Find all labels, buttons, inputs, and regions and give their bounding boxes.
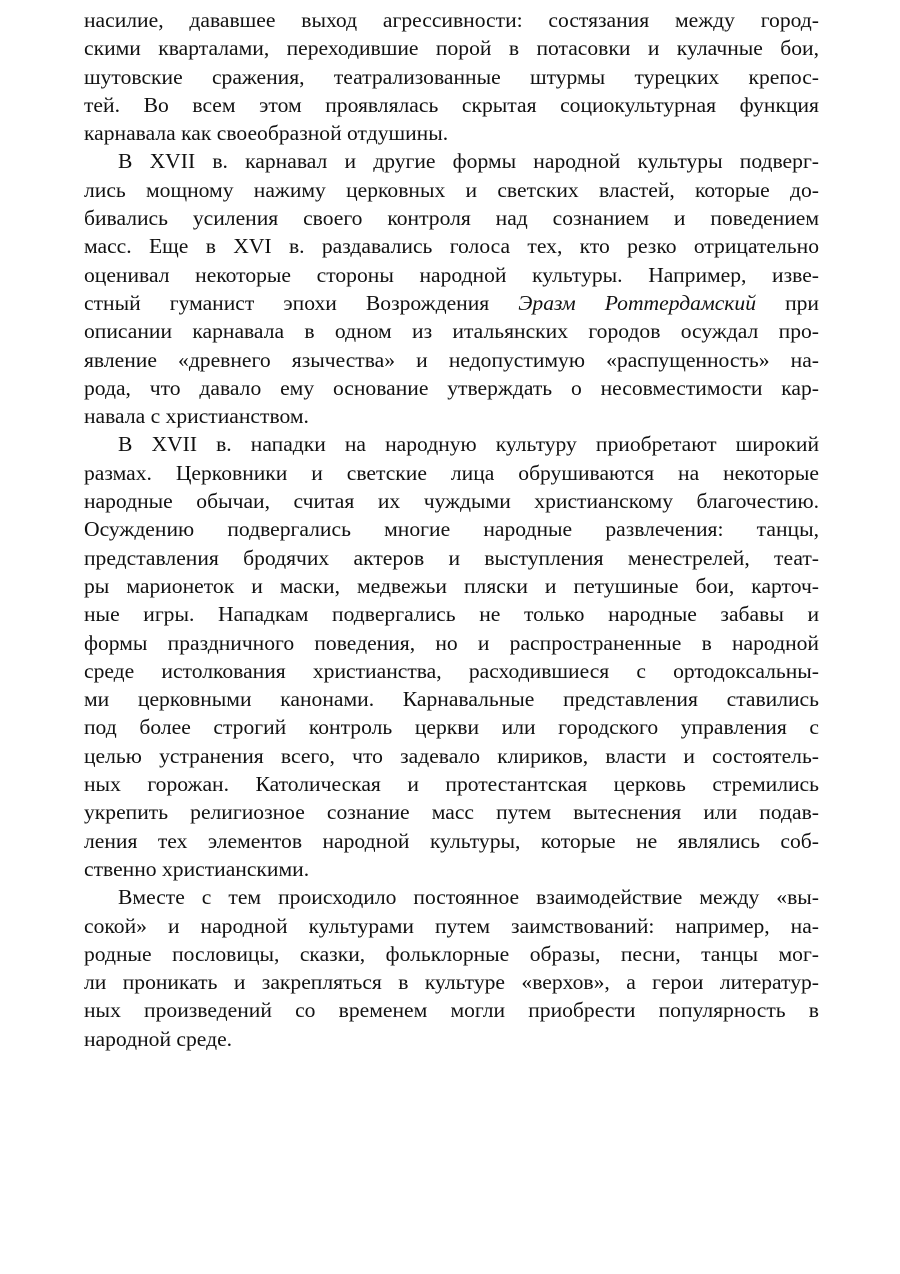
text-line: описании карнавала в одном из итальянских городов осуждал про-	[84, 319, 819, 344]
book-page	[84, 6, 819, 1053]
text-line: ми церковными канонами. Карнавальные представления ставились	[84, 687, 819, 712]
text-line: навала с христианством.	[84, 404, 309, 429]
text-line: ления тех элементов народной культуры, которые не являлись соб-	[84, 828, 819, 853]
text-line: В XVII в. нападки на народную культуру приобретают широкий	[118, 432, 819, 457]
text-segment: при	[756, 290, 819, 315]
text-line: ных произведений со временем могли приобрести популярность в	[84, 998, 819, 1023]
text-line: шутовские сражения, театрализованные штурмы турецких крепос-	[84, 64, 819, 89]
paragraph	[84, 6, 819, 147]
text-line: родные пословицы, сказки, фольклорные образы, песни, танцы мог-	[84, 941, 819, 966]
text-line: оценивал некоторые стороны народной культуры. Например, изве-	[84, 262, 819, 287]
text-line: целью устранения всего, что задевало клириков, власти и состоятель-	[84, 743, 819, 768]
text-line: тей. Во всем этом проявлялась скрытая социокультурная функция	[84, 92, 819, 117]
text-line: Осуждению подвергались многие народные развлечения: танцы,	[84, 517, 819, 542]
italic-name: Эразм Роттердамский	[518, 290, 757, 315]
text-line: карнавала как своеобразной отдушины.	[84, 121, 449, 146]
text-line: ных горожан. Католическая и протестантская церковь стремились	[84, 772, 819, 797]
text-line: ли проникать и закрепляться в культуре «верхов», а герои литератур-	[84, 970, 819, 995]
paragraph	[84, 147, 819, 430]
text-line: ственно христианскими.	[84, 856, 310, 881]
text-line: народные обычаи, считая их чуждыми христианскому благочестию.	[84, 489, 819, 514]
text-line: Вместе с тем происходило постоянное взаимодействие между «вы-	[118, 885, 819, 910]
text-line: лись мощному нажиму церковных и светских властей, которые до-	[84, 177, 819, 202]
text-line: размах. Церковники и светские лица обрушиваются на некоторые	[84, 460, 819, 485]
text-line: сокой» и народной культурами путем заимствований: например, на-	[84, 913, 819, 938]
paragraph	[84, 883, 819, 1053]
text-line: скими кварталами, переходившие порой в потасовки и кулачные бои,	[84, 36, 819, 61]
text-line: среде истолкования христианства, расходившиеся с ортодоксальны-	[84, 658, 819, 683]
paragraph	[84, 430, 819, 883]
text-line: укрепить религиозное сознание масс путем вытеснения или подав-	[84, 800, 819, 825]
text-line: ные игры. Нападкам подвергались не только народные забавы и	[84, 602, 819, 627]
text-line: ры марионеток и маски, медвежьи пляски и петушиные бои, карточ-	[84, 573, 819, 598]
text-line: явление «древнего язычества» и недопустимую «распущенность» на-	[84, 347, 819, 372]
text-line: рода, что давало ему основание утверждать о несовместимости кар-	[84, 375, 819, 400]
text-line: формы праздничного поведения, но и распространенные в народной	[84, 630, 819, 655]
text-line: насилие, дававшее выход агрессивности: состязания между город-	[84, 8, 819, 32]
text-line: народной среде.	[84, 1026, 233, 1051]
text-line: масс. Еще в XVI в. раздавались голоса тех, кто резко отрицательно	[84, 234, 819, 259]
text-line	[84, 289, 819, 317]
text-line: бивались усиления своего контроля над сознанием и поведением	[84, 206, 819, 231]
text-line: В XVII в. карнавал и другие формы народной культуры подверг-	[118, 149, 819, 174]
text-line: представления бродячих актеров и выступления менестрелей, теат-	[84, 545, 819, 570]
text-line: под более строгий контроль церкви или городского управления с	[84, 715, 819, 740]
text-segment: стный гуманист эпохи Возрождения	[84, 290, 519, 315]
